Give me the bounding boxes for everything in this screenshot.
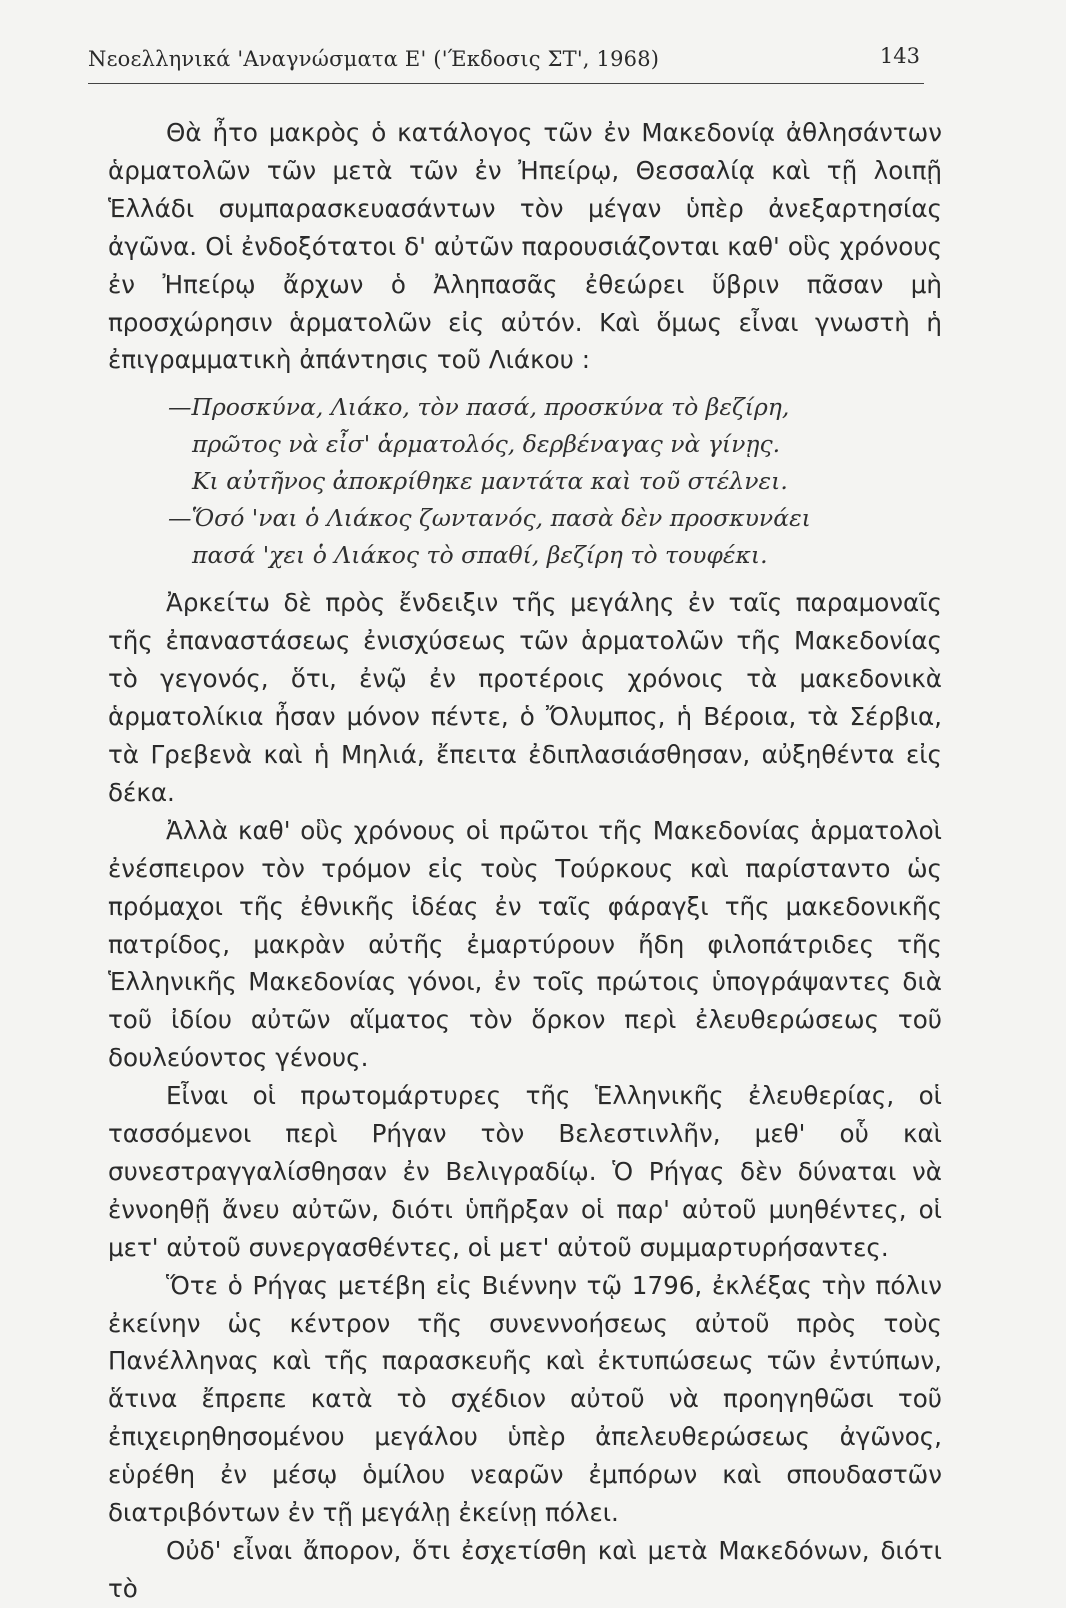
verse-line: πρῶτος νὰ εἶσ' ἁρματολός, δερβέναγας νὰ γίνῃς.	[192, 430, 781, 459]
paragraph: Ἀρκείτω δὲ πρὸς ἔνδειξιν τῆς μεγάλης ἐν ταῖς παραμοναῖς τῆς ἐπαναστάσεως ἐνισχύσεως τῶν ἁρματολῶν τῆς Μακεδονίας τὸ γεγονός, ὅτι, ἐνῷ ἐν προτέροις χρόνοις τὰ μακεδονικὰ ἁρματολίκια ἦσαν μόνον πέντε, ὁ Ὄλυμπος, ἡ Βέροια, τὰ Σέρβια, τὰ Γρεβενὰ καὶ ἡ Μηλιά, ἔπειτα ἐδιπλασιάσθησαν, αὐξηθέντα εἰς δέκα.	[108, 588, 942, 807]
header-rule	[88, 83, 924, 84]
verse-line: πασά 'χει ὁ Λιάκος τὸ σπαθί, βεζίρη τὸ τουφέκι.	[192, 541, 768, 570]
paragraph: Εἶναι οἱ πρωτομάρτυρες τῆς Ἑλληνικῆς ἐλευθερίας, οἱ τασσόμενοι περὶ Ρήγαν τὸν Βελεστινλῆν, μεθ' οὗ καὶ συνεστραγγαλίσθησαν ἐν Βελιγραδίῳ. Ὁ Ρήγας δὲν δύναται νὰ ἐννοηθῇ ἄνευ αὐτῶν, διότι ὑπῆρξαν οἱ παρ' αὐτοῦ μυηθέντες, οἱ μετ' αὐτοῦ συνεργασθέντες, οἱ μετ' αὐτοῦ συμμαρτυρήσαντες.	[108, 1081, 942, 1262]
verse-line: Κι αὐτῆνος ἀποκρίθηκε μαντάτα καὶ τοῦ στέλνει.	[192, 467, 788, 496]
paragraph: Ὅτε ὁ Ρήγας μετέβη εἰς Βιέννην τῷ 1796, ἐκλέξας τὴν πόλιν ἐκείνην ὡς κέντρον τῆς συνεννοήσεως αὐτοῦ πρὸς τοὺς Πανέλληνας καὶ τῆς παρασκευῆς καὶ ἐκτυπώσεως τῶν ἐντύπων, ἅτινα ἔπρεπε κατὰ τὸ σχέδιον αὐτοῦ νὰ προηγηθῶσι τοῦ ἐπιχειρηθησομένου μεγάλου ὑπὲρ ἀπελευθερώσεως ἀγῶνος, εὑρέθη ἐν μέσῳ ὁμίλου νεαρῶν ἐμπόρων καὶ σπουδαστῶν διατριβόντων ἐν τῇ μεγάλῃ ἐκείνῃ πόλει.	[108, 1270, 942, 1528]
verse-line: —Ὅσό 'ναι ὁ Λιάκος ζωντανός, πασὰ δὲν προσκυνάει	[168, 504, 811, 533]
paragraph: Θὰ ἦτο μακρὸς ὁ κατάλογος τῶν ἐν Μακεδονίᾳ ἀθλησάντων ἁρματολῶν τῶν μετὰ τῶν ἐν Ἠπείρῳ, Θεσσαλίᾳ καὶ τῇ λοιπῇ Ἑλλάδι συμπαρασκευασάντων τὸν μέγαν ὑπὲρ ἀνεξαρτησίας ἀγῶνα. Οἱ ἐνδοξότατοι δ' αὐτῶν παρουσιάζονται καθ' οὓς χρόνους ἐν Ἠπείρῳ ἄρχων ὁ Ἀληπασᾶς ἐθεώρει ὕβριν πᾶσαν μὴ προσχώρησιν ἁρματολῶν εἰς αὐτόν. Καὶ ὅμως εἶναι γνωστὴ ἡ ἐπιγραμματικὴ ἀπάντησις τοῦ Λιάκου :	[108, 118, 942, 375]
paragraph: Οὐδ' εἶναι ἄπορον, ὅτι ἐσχετίσθη καὶ μετὰ Μακεδόνων, διότι τὸ	[108, 1536, 942, 1603]
paragraph: Ἀλλὰ καθ' οὓς χρόνους οἱ πρῶτοι τῆς Μακεδονίας ἁρματολοὶ ἐνέσπειρον τὸν τρόμον εἰς τοὺς Τούρκους καὶ παρίσταντο ὡς πρόμαχοι τῆς ἐθνικῆς ἰδέας ἐν ταῖς φάραγξι τῆς μακεδονικῆς πατρίδος, μακρὰν αὐτῆς ἐμαρτύρουν ἤδη φιλοπάτριδες τῆς Ἑλληνικῆς Μακεδονίας γόνοι, ἐν τοῖς πρώτοις ὑπογράψαντες διὰ τοῦ ἰδίου αὐτῶν αἵματος τὸν ὅρκον περὶ ἐλευθερώσεως τοῦ δουλεύοντος γένους.	[108, 815, 942, 1073]
folk-song-verse	[168, 389, 942, 574]
running-header	[88, 44, 928, 84]
body-text	[108, 114, 942, 1608]
header-title: Νεοελληνικά 'Αναγνώσματα Ε' ('Έκδοσις ΣΤ', 1968)	[88, 47, 660, 71]
verse-line: —Προσκύνα, Λιάκο, τὸν πασά, προσκύνα τὸ βεζίρη,	[168, 393, 790, 422]
page-number: 143	[879, 44, 920, 68]
